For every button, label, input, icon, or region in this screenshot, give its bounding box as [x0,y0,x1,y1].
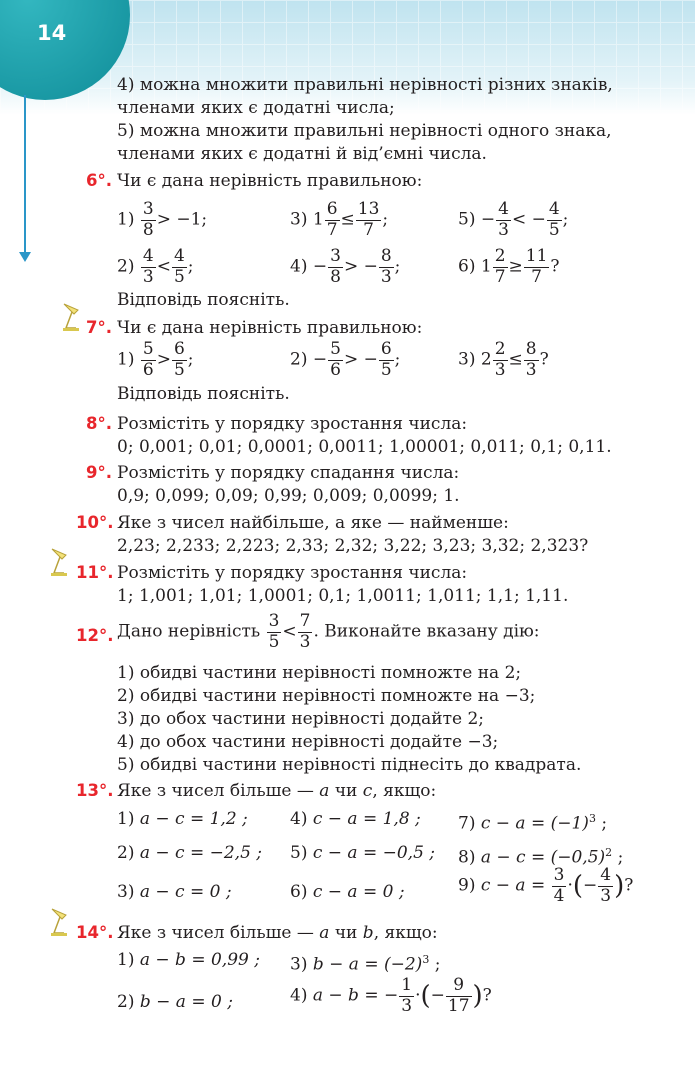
exercise-13-item-7: 7) $c - a = (-1)^3$ ; [458,812,608,834]
exercise-7-number: 7°. [86,318,112,337]
exercise-14-item-2: 2) b − a = 0 ; [117,992,233,1012]
exercise-14-item-4: 4) a − b = − $\frac{1}{3}$ ·(− $\frac{9}{17}$ )? [290,975,492,1016]
exercise-8-values: 0; 0,001; 0,01; 0,0001; 0,0011; 1,00001; 0,011; 0,1; 0,11. [117,437,612,457]
exercise-10-prompt: Яке з чисел найбільше, а яке — найменше: [117,513,509,533]
exercise-13-item-3: 3) a − c = 0 ; [117,882,232,902]
exercise-12-item-5: 5) обидві частини нерівності піднесіть до квадрата. [117,755,582,775]
rule-line-5: 5) можна множити правильні нерівності одного знака, [117,121,612,141]
exercise-13-item-1: 1) a − c = 1,2 ; [117,809,248,829]
exercise-10-values: 2,23; 2,233; 2,223; 2,33; 2,32; 3,22; 3,23; 3,32; 2,323? [117,536,589,556]
exercise-12-item-4: 4) до обох частини нерівності додайте −3; [117,732,499,752]
rule-line-5b: членами яких є додатні й від’ємні числа. [117,144,487,164]
exercise-7-item-2: 2) − $\frac{5}{6}$ > − $\frac{6}{5}$ ; [290,339,401,380]
exercise-13-item-2: 2) a − c = −2,5 ; [117,843,263,863]
lamp-icon [46,545,74,579]
exercise-13-item-9: 9) c − a = $\frac{3}{4}$ ·(− $\frac{4}{3}$ )? [458,865,634,906]
exercise-13-item-5: 5) c − a = −0,5 ; [290,843,436,863]
exercise-9-number: 9°. [86,463,112,482]
exercise-14-item-1: 1) a − b = 0,99 ; [117,950,260,970]
exercise-7-item-1: 1) $\frac{5}{6}$ > $\frac{6}{5}$ ; [117,339,194,380]
exercise-13-item-4: 4) c − a = 1,8 ; [290,809,421,829]
exercise-13-prompt: Яке з чисел більше — a чи c, якщо: [117,781,437,801]
exercise-12-item-3: 3) до обох частини нерівності додайте 2; [117,709,485,729]
exercise-7-explain: Відповідь поясніть. [117,384,290,404]
exercise-10-number: 10°. [76,513,114,532]
exercise-8-prompt: Розмістіть у порядку зростання числа: [117,414,468,434]
exercise-11-values: 1; 1,001; 1,01; 1,0001; 0,1; 1,0011; 1,011; 1,1; 1,11. [117,586,569,606]
exercise-11-prompt: Розмістіть у порядку зростання числа: [117,563,468,583]
exercise-12-item-2: 2) обидві частини нерівності помножте на −3; [117,686,536,706]
exercise-6-item-3: 3) 1 $\frac{6}{7}$ ≤ $\frac{13}{7}$ ; [290,199,389,240]
exercise-7-prompt: Чи є дана нерівність правильною: [117,318,423,338]
exercise-6-item-6: 6) 1 $\frac{2}{7}$ ≥ $\frac{11}{7}$ ? [458,246,560,287]
exercise-12-prompt: Дано нерівність $\frac{3}{5}$ < $\frac{7}{3}$ . Виконайте вказану дію: [117,611,540,652]
lamp-icon [58,300,86,334]
exercise-6-item-2: 2) $\frac{4}{3}$ < $\frac{4}{5}$ ; [117,246,194,287]
exercise-14-item-3: 3) $b - a = (-2)^3$ ; [290,953,441,975]
exercise-7-item-3: 3) 2 $\frac{2}{3}$ ≤ $\frac{8}{3}$ ? [458,339,549,380]
exercise-9-values: 0,9; 0,099; 0,09; 0,99; 0,009; 0,0099; 1. [117,486,460,506]
margin-arrow-icon [19,252,31,262]
exercise-9-prompt: Розмістіть у порядку спадання числа: [117,463,460,483]
exercise-6-item-4: 4) − $\frac{3}{8}$ > − $\frac{8}{3}$ ; [290,246,401,287]
rule-line-4: 4) можна множити правильні нерівності різних знаків, [117,75,613,95]
exercise-13-item-6: 6) c − a = 0 ; [290,882,405,902]
exercise-6-prompt: Чи є дана нерівність правильною: [117,171,423,191]
exercise-12-item-1: 1) обидві частини нерівності помножте на 2; [117,663,522,683]
exercise-12-number: 12°. [76,626,114,645]
exercise-6-number: 6°. [86,171,112,190]
page-number: 14 [37,21,67,45]
exercise-6-explain: Відповідь поясніть. [117,290,290,310]
rule-line-4b: членами яких є додатні числа; [117,98,395,118]
margin-line [24,95,26,255]
lamp-icon [46,905,74,939]
exercise-11-number: 11°. [76,563,114,582]
exercise-8-number: 8°. [86,414,112,433]
exercise-13-number: 13°. [76,781,114,800]
exercise-6-item-1: 1) $\frac{3}{8}$ > −1; [117,199,208,240]
exercise-14-number: 14°. [76,923,114,942]
exercise-14-prompt: Яке з чисел більше — a чи b, якщо: [117,923,438,943]
exercise-13-item-8: 8) $a - c = (-0,5)^2$ ; [458,846,624,868]
exercise-6-item-5: 5) − $\frac{4}{3}$ < − $\frac{4}{5}$ ; [458,199,569,240]
